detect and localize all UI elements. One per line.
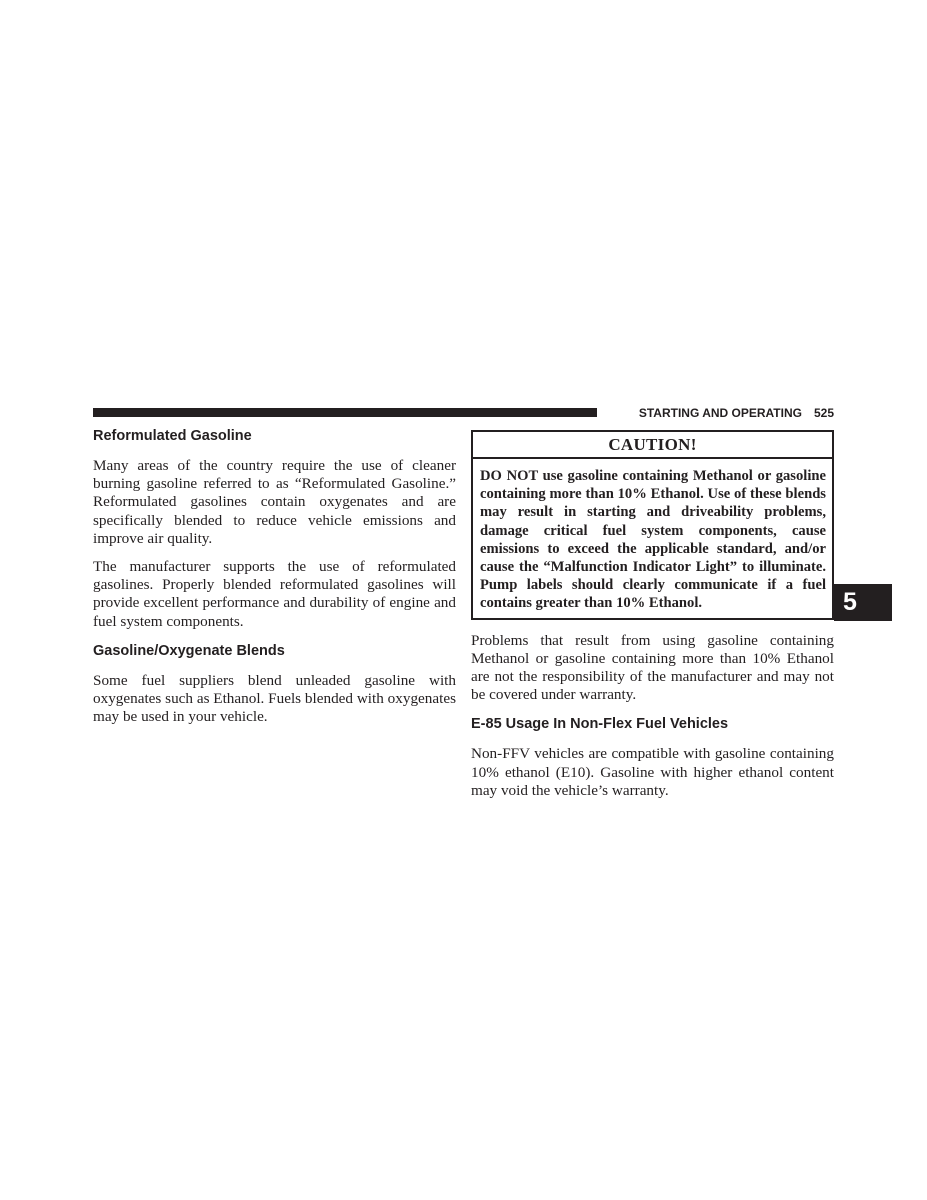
heading-oxygenate-blends: Gasoline/Oxygenate Blends bbox=[93, 642, 285, 659]
running-header bbox=[606, 405, 834, 421]
heading-reformulated-gasoline: Reformulated Gasoline bbox=[93, 428, 252, 444]
header-rule bbox=[93, 408, 597, 417]
heading-e85-usage: E-85 Usage In Non-Flex Fuel Vehicles bbox=[471, 716, 729, 733]
caution-text: DO NOT use gasoline containing Methanol or gasoline containing more than 10% Ethanol. Use of these blends may result in starting and driveability problems, damage critical fuel system components, cause emissions to exceed the applicable standard, and/or cause the “Malfunction Indicator Light” to illuminate. Pump labels should clearly communicate if a fuel contains greater than 10% Ethanol. bbox=[480, 468, 826, 612]
paragraph-non-ffv: Non-FFV vehicles are compatible with gasoline containing 10% ethanol (E10). Gasoline with higher ethanol content may void the vehicle’s warranty. bbox=[471, 745, 834, 799]
paragraph-warranty-problems: Problems that result from using gasoline containing Methanol or gasoline containing more than 10% Ethanol are not the responsibility of the manufacturer and may not be covered under warranty. bbox=[471, 631, 834, 704]
right-column bbox=[471, 430, 834, 810]
paragraph-manufacturer-support: The manufacturer supports the use of reformulated gasolines. Properly blended reformulated gasolines will provide excellent performance and durability of engine and fuel system components. bbox=[93, 558, 456, 630]
chapter-tab: 5 bbox=[834, 584, 892, 621]
paragraph-oxygenate-blends: Some fuel suppliers blend unleaded gasoline with oxygenates such as Ethanol. Fuels blended with oxygenates may be used in your vehicle. bbox=[93, 671, 456, 726]
left-column bbox=[93, 426, 456, 736]
section-title: STARTING AND OPERATING bbox=[638, 406, 802, 420]
page-number: 525 bbox=[813, 406, 834, 420]
caution-box bbox=[471, 430, 834, 620]
caution-title: CAUTION! bbox=[473, 432, 832, 459]
paragraph-reformulated-intro: Many areas of the country require the use of cleaner burning gasoline referred to as “Reformulated Gasoline.” Reformulated gasolines contain oxygenates and are specifically blended to reduce vehicle emissions and improve air quality. bbox=[93, 457, 456, 547]
